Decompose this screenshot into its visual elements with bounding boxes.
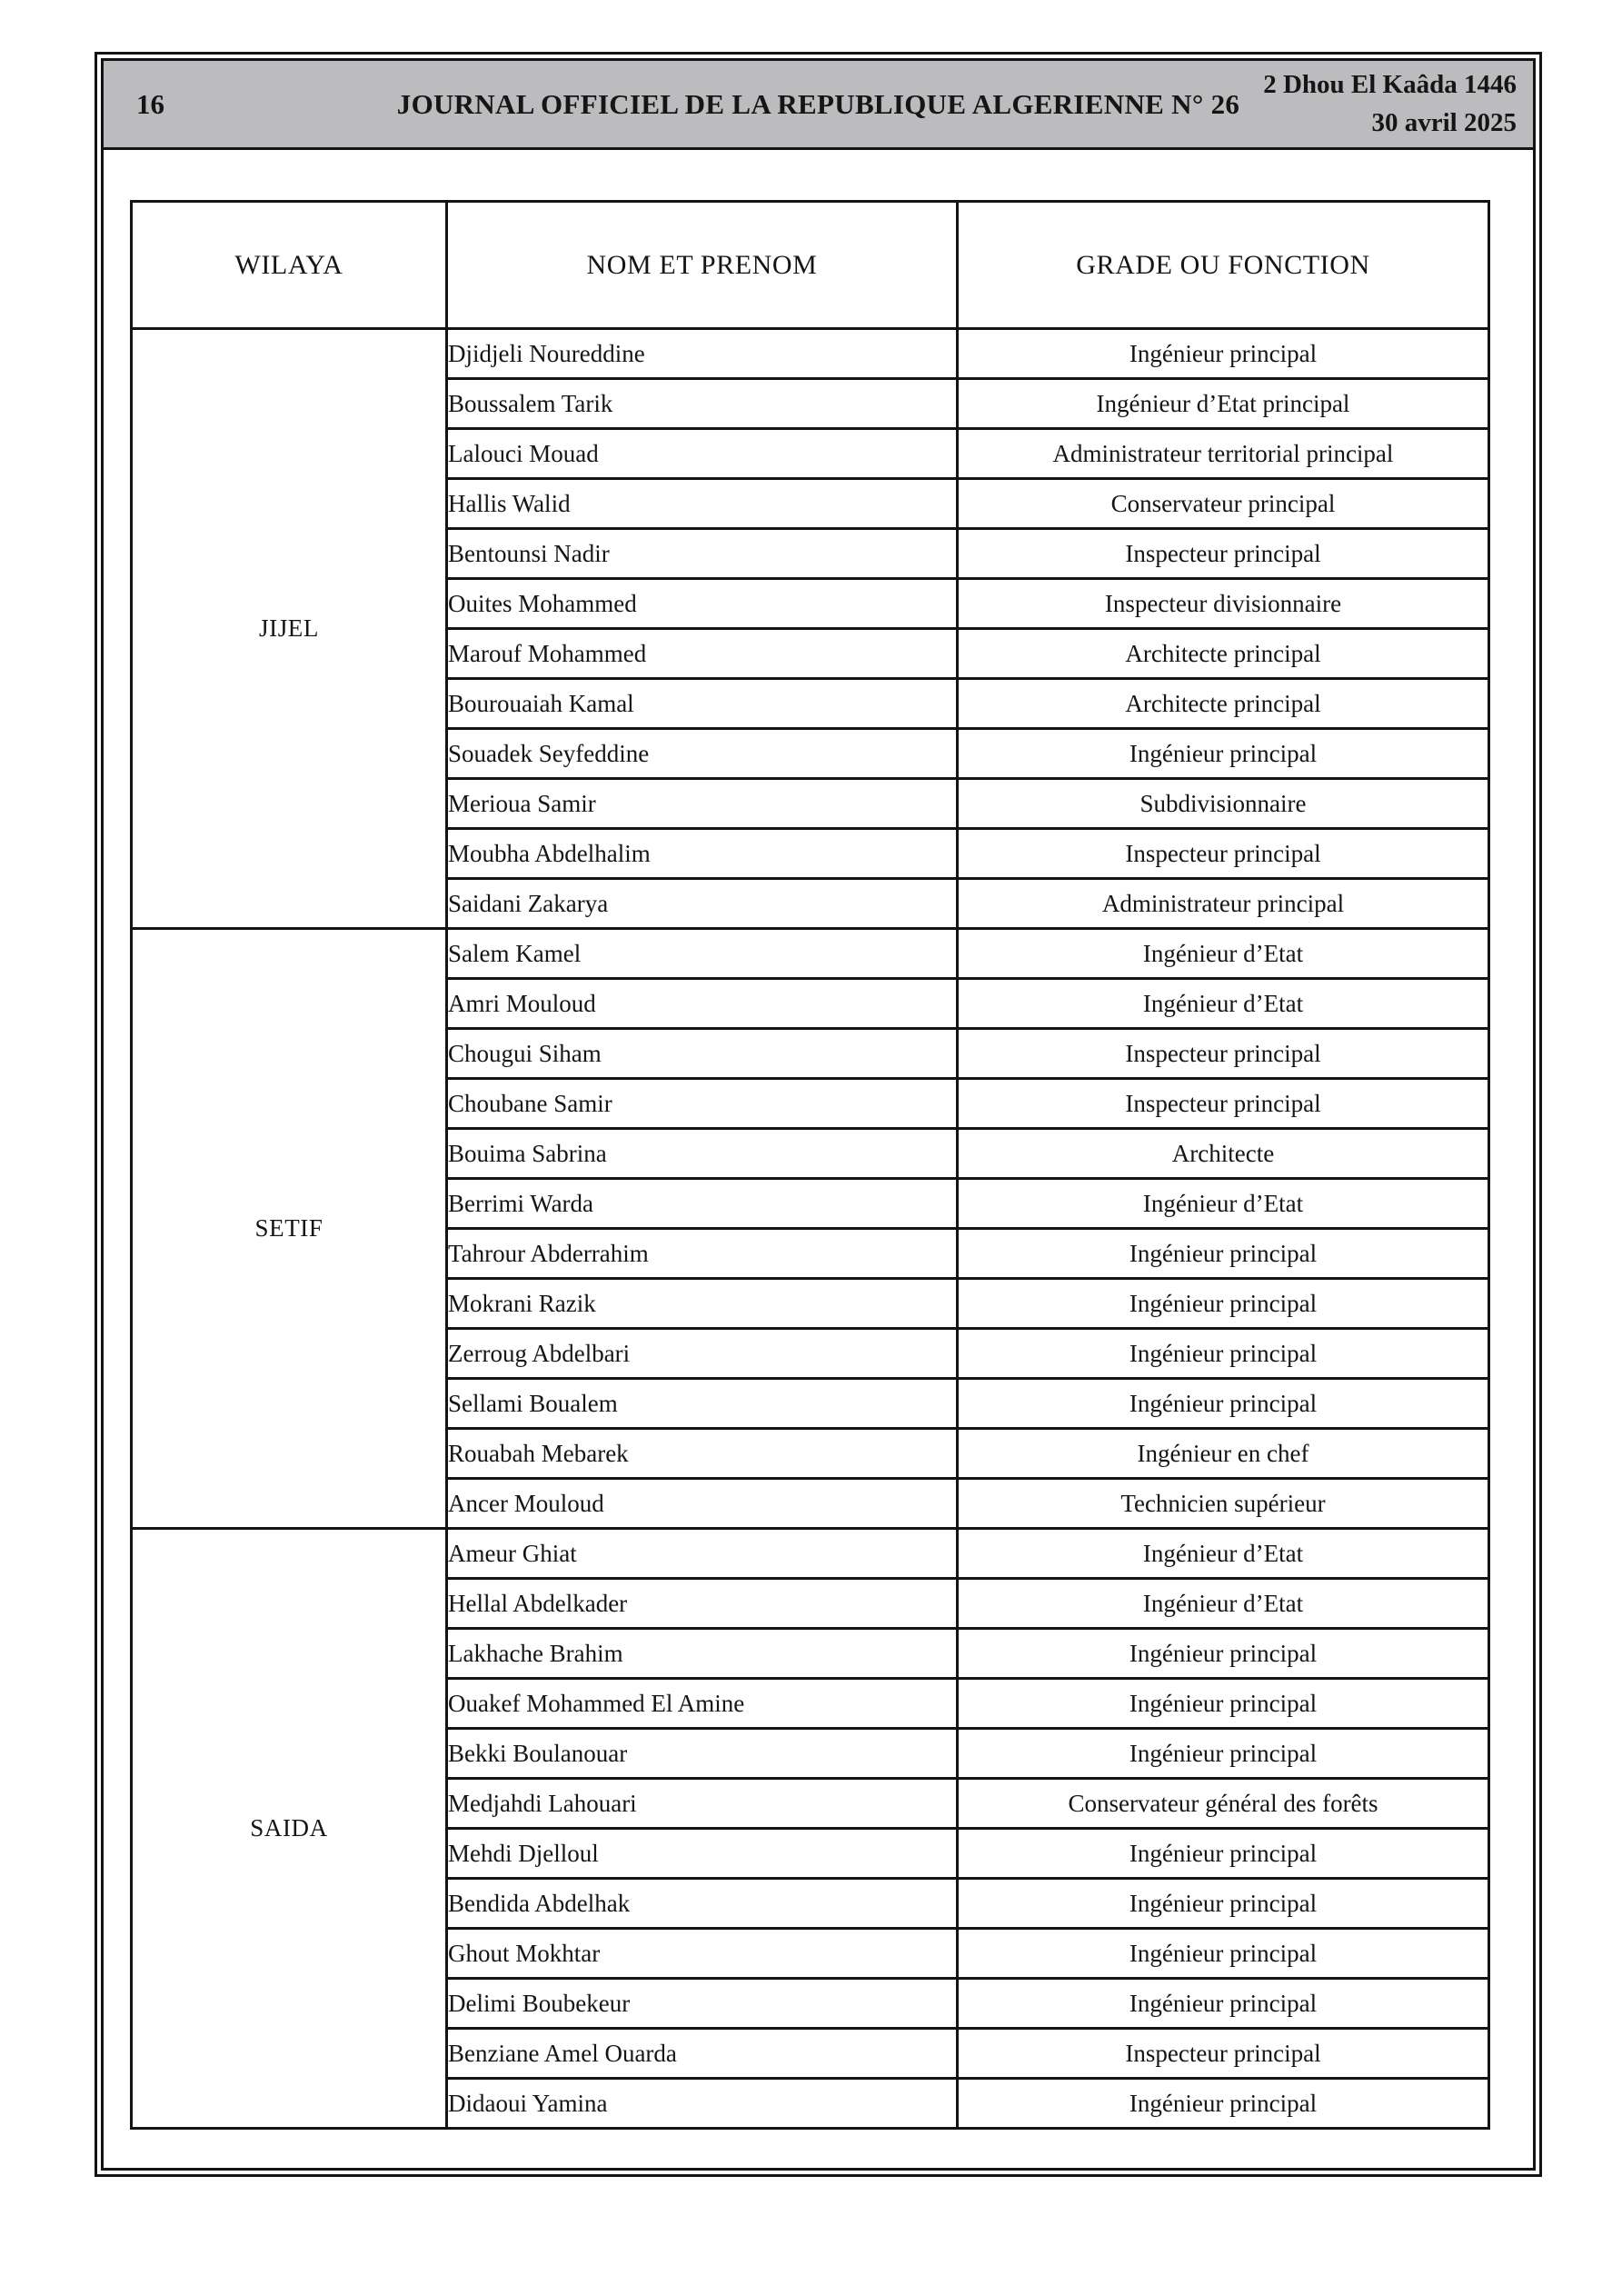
roster-table-area (130, 200, 1490, 2130)
name-cell: Mokrani Razik (447, 1279, 958, 1329)
name-cell: Bekki Boulanouar (447, 1729, 958, 1779)
grade-cell: Ingénieur principal (958, 1929, 1489, 1979)
grade-cell: Inspecteur principal (958, 1029, 1489, 1079)
grade-cell: Inspecteur principal (958, 1079, 1489, 1129)
name-cell: Sellami Boualem (447, 1379, 958, 1429)
table-header-row (132, 202, 1489, 329)
table-row (132, 1529, 1489, 1579)
name-cell: Rouabah Mebarek (447, 1429, 958, 1479)
grade-cell: Ingénieur principal (958, 329, 1489, 379)
grade-cell: Ingénieur principal (958, 2079, 1489, 2129)
grade-cell: Architecte (958, 1129, 1489, 1179)
grade-cell: Technicien supérieur (958, 1479, 1489, 1529)
grade-cell: Inspecteur principal (958, 2029, 1489, 2079)
grade-cell: Architecte principal (958, 629, 1489, 679)
name-cell: Ameur Ghiat (447, 1529, 958, 1579)
name-cell: Marouf Mohammed (447, 629, 958, 679)
grade-cell: Ingénieur d’Etat (958, 929, 1489, 979)
table-row (132, 929, 1489, 979)
name-cell: Salem Kamel (447, 929, 958, 979)
grade-cell: Ingénieur principal (958, 1979, 1489, 2029)
grade-cell: Ingénieur d’Etat (958, 1179, 1489, 1229)
column-header-name: NOM ET PRENOM (447, 202, 958, 329)
grade-cell: Ingénieur en chef (958, 1429, 1489, 1479)
wilaya-cell: SAIDA (132, 1529, 447, 2129)
name-cell: Bourouaiah Kamal (447, 679, 958, 729)
grade-cell: Subdivisionnaire (958, 779, 1489, 829)
grade-cell: Administrateur territorial principal (958, 429, 1489, 479)
name-cell: Saidani Zakarya (447, 879, 958, 929)
grade-cell: Inspecteur principal (958, 829, 1489, 879)
name-cell: Benziane Amel Ouarda (447, 2029, 958, 2079)
page-number: 16 (136, 87, 164, 120)
grade-cell: Inspecteur divisionnaire (958, 579, 1489, 629)
date-hijri: 2 Dhou El Kaâda 1446 (1263, 70, 1517, 99)
grade-cell: Ingénieur d’Etat (958, 1579, 1489, 1629)
grade-cell: Ingénieur principal (958, 1229, 1489, 1279)
name-cell: Bouima Sabrina (447, 1129, 958, 1179)
page-outer-border (95, 52, 1542, 2177)
grade-cell: Ingénieur principal (958, 729, 1489, 779)
name-cell: Moubha Abdelhalim (447, 829, 958, 879)
name-cell: Ghout Mokhtar (447, 1929, 958, 1979)
grade-cell: Ingénieur principal (958, 1879, 1489, 1929)
name-cell: Souadek Seyfeddine (447, 729, 958, 779)
name-cell: Mehdi Djelloul (447, 1829, 958, 1879)
name-cell: Hallis Walid (447, 479, 958, 529)
grade-cell: Ingénieur d’Etat (958, 1529, 1489, 1579)
name-cell: Ouites Mohammed (447, 579, 958, 629)
grade-cell: Ingénieur d’Etat (958, 979, 1489, 1029)
grade-cell: Ingénieur principal (958, 1629, 1489, 1679)
grade-cell: Ingénieur principal (958, 1379, 1489, 1429)
wilaya-cell: JIJEL (132, 329, 447, 929)
name-cell: Bendida Abdelhak (447, 1879, 958, 1929)
grade-cell: Ingénieur principal (958, 1729, 1489, 1779)
issue-dates (1263, 65, 1517, 142)
name-cell: Berrimi Warda (447, 1179, 958, 1229)
column-header-wilaya: WILAYA (132, 202, 447, 329)
page-inner-border (101, 58, 1536, 2171)
name-cell: Didaoui Yamina (447, 2079, 958, 2129)
grade-cell: Inspecteur principal (958, 529, 1489, 579)
wilaya-cell: SETIF (132, 929, 447, 1529)
grade-cell: Administrateur principal (958, 879, 1489, 929)
name-cell: Merioua Samir (447, 779, 958, 829)
grade-cell: Ingénieur principal (958, 1279, 1489, 1329)
grade-cell: Conservateur général des forêts (958, 1779, 1489, 1829)
name-cell: Lalouci Mouad (447, 429, 958, 479)
name-cell: Chougui Siham (447, 1029, 958, 1079)
grade-cell: Ingénieur principal (958, 1329, 1489, 1379)
grade-cell: Ingénieur principal (958, 1829, 1489, 1879)
roster-table (130, 200, 1490, 2130)
grade-cell: Architecte principal (958, 679, 1489, 729)
name-cell: Hellal Abdelkader (447, 1579, 958, 1629)
name-cell: Zerroug Abdelbari (447, 1329, 958, 1379)
date-gregorian: 30 avril 2025 (1371, 108, 1517, 137)
name-cell: Delimi Boubekeur (447, 1979, 958, 2029)
grade-cell: Conservateur principal (958, 479, 1489, 529)
column-header-grade: GRADE OU FONCTION (958, 202, 1489, 329)
name-cell: Choubane Samir (447, 1079, 958, 1129)
name-cell: Ancer Mouloud (447, 1479, 958, 1529)
name-cell: Boussalem Tarik (447, 379, 958, 429)
name-cell: Ouakef Mohammed El Amine (447, 1679, 958, 1729)
grade-cell: Ingénieur d’Etat principal (958, 379, 1489, 429)
journal-title: JOURNAL OFFICIEL DE LA REPUBLIQUE ALGERIENNE N° 26 (396, 87, 1240, 120)
name-cell: Bentounsi Nadir (447, 529, 958, 579)
name-cell: Lakhache Brahim (447, 1629, 958, 1679)
name-cell: Tahrour Abderrahim (447, 1229, 958, 1279)
name-cell: Djidjeli Noureddine (447, 329, 958, 379)
grade-cell: Ingénieur principal (958, 1679, 1489, 1729)
table-row (132, 329, 1489, 379)
name-cell: Amri Mouloud (447, 979, 958, 1029)
name-cell: Medjahdi Lahouari (447, 1779, 958, 1829)
masthead (104, 61, 1533, 150)
